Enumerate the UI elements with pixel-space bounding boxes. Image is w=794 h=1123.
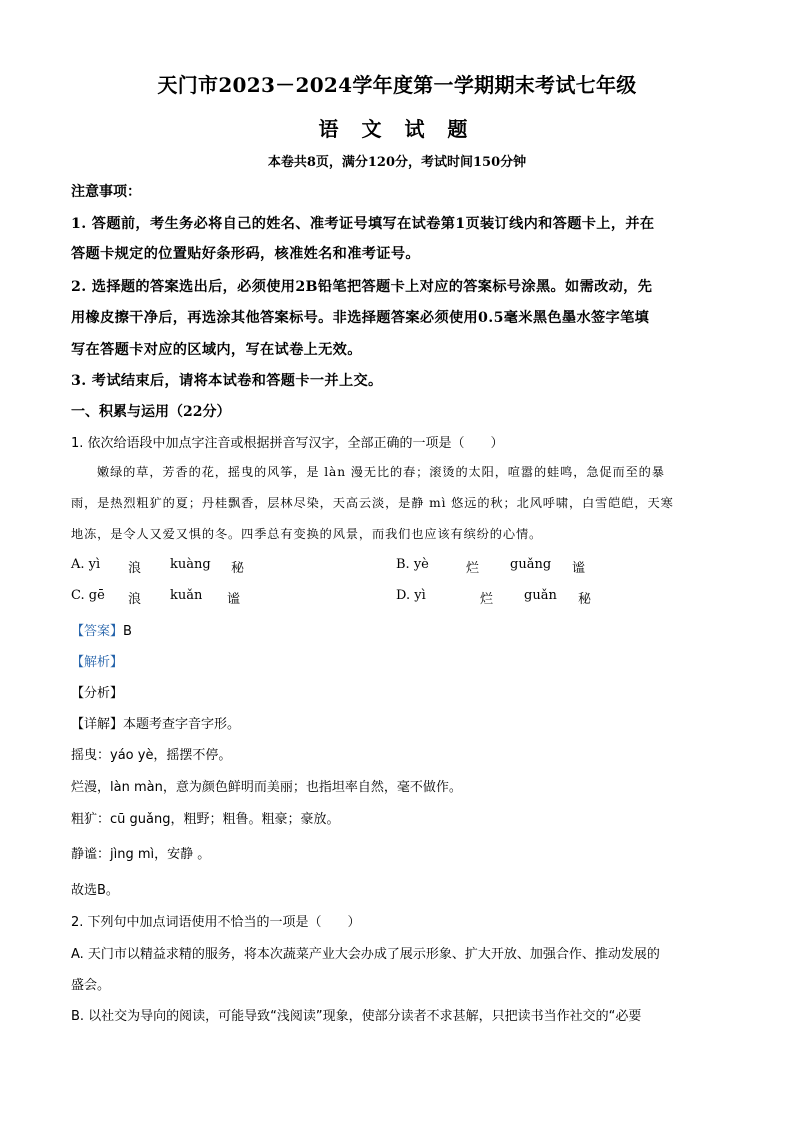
answer-value: B — [123, 624, 132, 639]
option-d-label: D. yì — [396, 588, 426, 603]
page-title: 天门市2023－2024学年度第一学期期末考试七年级 — [157, 73, 637, 97]
answer-tag: 【答案】 — [71, 624, 124, 639]
option-a-cell: 秘 — [231, 561, 245, 576]
option-c-cell: kuǎn — [170, 588, 203, 603]
notice-line: 2. 选择题的答案选出后，必须使用2B铅笔把答题卡上对应的答案标号涂黑。如需改动，先 — [71, 279, 653, 295]
notice-line: 答题卡规定的位置贴好条形码，核准姓名和准考证号。 — [71, 246, 420, 262]
explanation-line: 静谧：jìng mì，安静 。 — [71, 847, 211, 862]
option-a-cell: 浪 — [128, 561, 142, 576]
option-c-cell: 谧 — [227, 592, 241, 607]
option-d-cell: 烂 — [480, 592, 494, 607]
q2-option-line: A. 天门市以精益求精的服务，将本次蔬菜产业大会办成了展示形象、扩大开放、加强合作、推动发展的 — [71, 947, 660, 962]
passage-line: 地冻，是令人又爱又惧的冬。四季总有变换的风景，而我们也应该有缤纷的心情。 — [71, 527, 543, 541]
option-c-label: C. gē — [71, 588, 105, 603]
page-subtitle: 语 文 试 题 — [318, 117, 476, 141]
q2-option-line: 盛会。 — [71, 978, 111, 993]
option-a-cell: kuàng — [170, 557, 211, 572]
analysis-tag: 【解析】 — [71, 655, 124, 670]
question-stem: 2. 下列句中加点词语使用不恰当的一项是（ ） — [71, 915, 361, 930]
answer-line — [71, 620, 132, 639]
option-c-cell: 浪 — [128, 592, 142, 607]
explanation-line: 烂漫，làn màn，意为颜色鲜明而美丽；也指坦率自然，毫不做作。 — [71, 780, 462, 795]
passage-line: 雨，是热烈粗犷的夏；丹桂飘香，层林尽染，天高云淡，是静 mì 悠远的秋；北风呼啸，白雪皑皑，天寒 — [71, 496, 674, 510]
option-a-label: A. yì — [71, 557, 101, 572]
option-b-cell: 烂 — [466, 561, 480, 576]
notice-line: 写在答题卡对应的区域内，写在试卷上无效。 — [71, 342, 362, 358]
option-b-cell: guǎng — [510, 557, 552, 572]
explanation-line: 摇曳：yáo yè，摇摆不停。 — [71, 748, 232, 763]
fenxi-tag: 【分析】 — [71, 686, 124, 701]
notice-line: 用橡皮擦干净后，再选涂其他答案标号。非选择题答案必须使用0.5毫米黑色墨水签字笔填 — [71, 310, 650, 326]
detail-tag: 【详解】 — [71, 717, 124, 732]
option-b-label: B. yè — [396, 557, 429, 572]
detail-line — [71, 713, 240, 732]
passage-line: 嫩绿的草，芳香的花，摇曳的风筝，是 làn 漫无比的春；滚烫的太阳，喧嚣的蛙鸣，急促而至的暴 — [97, 465, 665, 479]
option-d-cell: guǎn — [524, 588, 557, 603]
option-b-cell: 谧 — [572, 561, 586, 576]
question-stem: 1. 依次给语段中加点字注音或根据拼音写汉字，全部正确的一项是（ ） — [71, 436, 504, 451]
notice-line: 1. 答题前，考生务必将自己的姓名、准考证号填写在试卷第1页装订线内和答题卡上，并在 — [71, 216, 655, 232]
exam-meta: 本卷共8页，满分120分，考试时间150分钟 — [267, 155, 527, 170]
option-d-cell: 秘 — [578, 592, 592, 607]
q2-option-line: B. 以社交为导向的阅读，可能导致“浅阅读”现象，使部分读者不求甚解，只把读书当作社交的“必要 — [71, 1009, 642, 1024]
detail-text: 本题考查字音字形。 — [123, 717, 241, 732]
conclusion-line: 故选B。 — [71, 883, 119, 898]
section-heading: 一、积累与运用（22分） — [71, 404, 231, 420]
notice-line: 3. 考试结束后，请将本试卷和答题卡一并上交。 — [71, 373, 383, 389]
notice-heading: 注意事项： — [71, 184, 141, 200]
explanation-line: 粗犷：cū guǎng，粗野；粗鲁。粗豪；豪放。 — [71, 812, 340, 827]
